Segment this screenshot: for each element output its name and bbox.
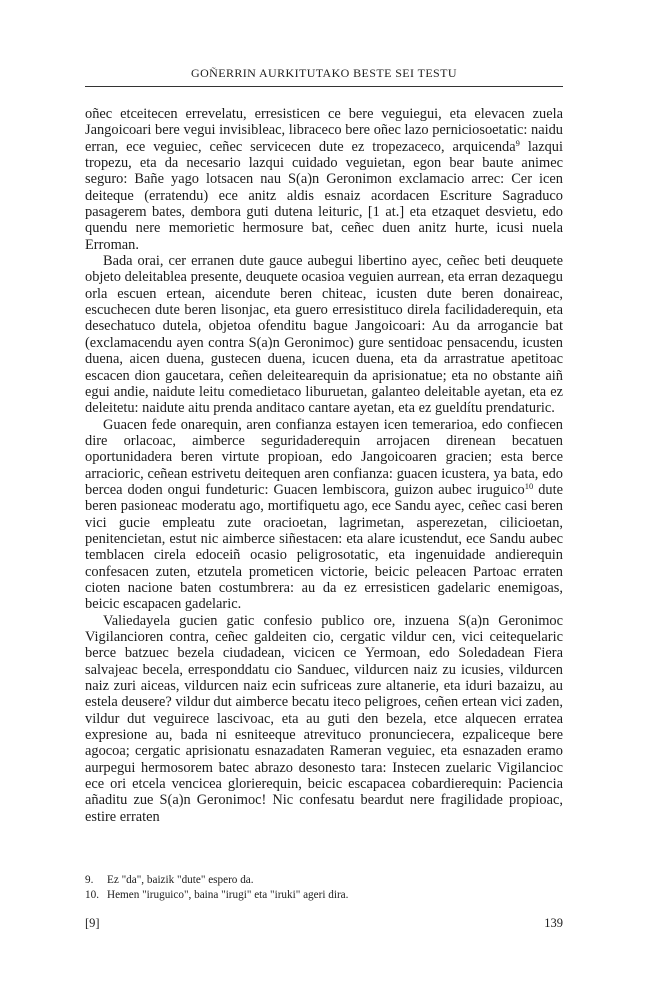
page-number: 139 (544, 916, 563, 930)
footnote (85, 873, 563, 888)
paragraph-text: dute beren pasioneac moderatu ago, mortifiquetu ago, ece Sandu ayec, ceñec casi beren vici gucie empleatu zute oracioetan, lagrimetan, asperezetan, cilicioetan, penitencietan, estut nic aimberce siñestacen: eta alare icustendut, ece Sandu aubec temblacen cirela edoceiñ ocasio peligrosotatic, eta ingenuidade andierequin confesacen zuten, etzutela prometicen victorie, beicic peleacen Partoac erraten cioten nacione baten costumbrera: au da ez erresisticen gadelaric enemigoas, beicic escapacen gadelaric. (85, 481, 563, 613)
paragraph (85, 106, 563, 253)
footnote (85, 888, 563, 903)
paragraph (85, 613, 563, 825)
footnotes (85, 873, 563, 903)
paragraph (85, 253, 563, 416)
page-body (85, 106, 563, 825)
paragraph-text: lazqui tropezu, eta da necesario lazqui cuidado veguietan, egon bear baute animec seguro: Bañe yago lotsacen nau S(a)n Geronimon exclamacio arrec: Cer icen deiteque (erratendu) ece anitz aldis esnaiz acordacen Escriture Sagraduco pasagerem bates, dembora guti dutena leituric, [1 at.] eta etzaquet desvietu, edo quendu nere memorietic hermosure bat, ceñec duen anitz hurte, icusi nuela Erroman. (85, 138, 563, 253)
paragraph-text: oñec etceitecen errevelatu, erresisticen ce bere veguiegui, eta elevacen zuela Jangoicoari bere vegui invisibleac, libraceco bere oñec lazo perniciosoetatic: naidu erran, ece veguiec, ceñec servicecen dute ez tropezaceco, arquicenda (85, 106, 563, 155)
footnote-text: Hemen "iruguico", baina "irugi" eta "iruki" ageri dira. (107, 889, 349, 901)
running-header: GOÑERRIN AURKITUTAKO BESTE SEI TESTU (191, 66, 457, 80)
paragraph-text: Bada orai, cer erranen dute gauce aubegui libertino ayec, ceñec beti deuquete objeto deleitablea presente, deuquete ocasioa veguien aurrean, eta erran dezaquegu orla escuen ertean, aicendute beren chiteac, icusten dute beren donaireac, escuchecen dute beren lisonjac, eta guero erresistituco direla facilidaderequin, eta desechatuco dutela, objetoa ofenditu bague Jangoicoari: Au da arrogancie bat (exclamacendu ayen contra S(a)n Geronimoc) gure sentidoac pensacendu, icusten duena, aicen duena, gustecen duena, icucen duena, eta da arrastratue apetitoac escacen dion gaucetara, ceñen deleitearequin da aprisionatue; eta no obstante aiñ egui andie, naidute leitu comedietaco liburuetan, galanteo deleitable ayetan, eta ez deleitetu: naidute aitu prenda anditaco cantare ayetan, eta ez gueldítu prendaturic. (85, 253, 563, 417)
paragraph (85, 417, 563, 613)
footnote-number: 10. (85, 889, 99, 901)
section-marker: [9] (85, 916, 100, 930)
footnote-text: Ez "da", baizik "dute" espero da. (107, 874, 254, 886)
paragraph-text: Guacen fede onarequin, aren confianza estayen icen temerarioa, edo confiecen dire orlacoac, aimberce seguridaderequin arrojacen direnean becatuen oportunidadera beren virtute propioan, edo Jangoicoaren gracien; esta berce arracioric, ceñean estrivetu deitequen aren confianza: guacen icustera, ya bata, edo bercea doden ongui fundeturic: Guacen lembiscora, guizon aubec iruguico (85, 416, 563, 498)
footnote-number: 9. (85, 874, 94, 886)
header-rule (85, 86, 563, 87)
paragraph-text: Valiedayela gucien gatic confesio publico ore, inzuena S(a)n Geronimoc Vigilancioren contra, ceñec galdeiten cio, cergatic vildur cen, vici ceitequelaric berce batzuec bezela ciudadean, vicicen ce Yermoan, edo Soledadean Fiera salvajeac becela, erresponddatu cio Sanduec, vildurcen naiz zu icusies, vildurcen naiz zuri aiceas, vildurcen naiz ecin sufriceas zure altanerie, eta iduri bazaizu, au estela deusere? vildur dut aimberce becatu iteco peligroes, ceñen ertean vici zaden, vildur dut veguirece lascivoac, eta au guti den bezela, etce alquecen erratea expresione au, bada ni esniteeque atrevituco pronunciecera, ezpaliceque bere agocoa; cergatic aprisionatu esnazadaten Rameran veguiec, eta esnazaden eramo aurpegui hermosorem batec abrazo desonesto tara: Instecen zuelaric Vigilancioc ece ori etcela vencicea glorierequin, beicic escapacea cobardierequin: Paciencia añaditu zue S(a)n Geronimoc! Nic confesatu beardut nere fragilidade propioac, estire erraten (85, 612, 563, 825)
footnote-ref: 9 (515, 137, 520, 148)
footnote-ref: 10 (524, 480, 534, 491)
